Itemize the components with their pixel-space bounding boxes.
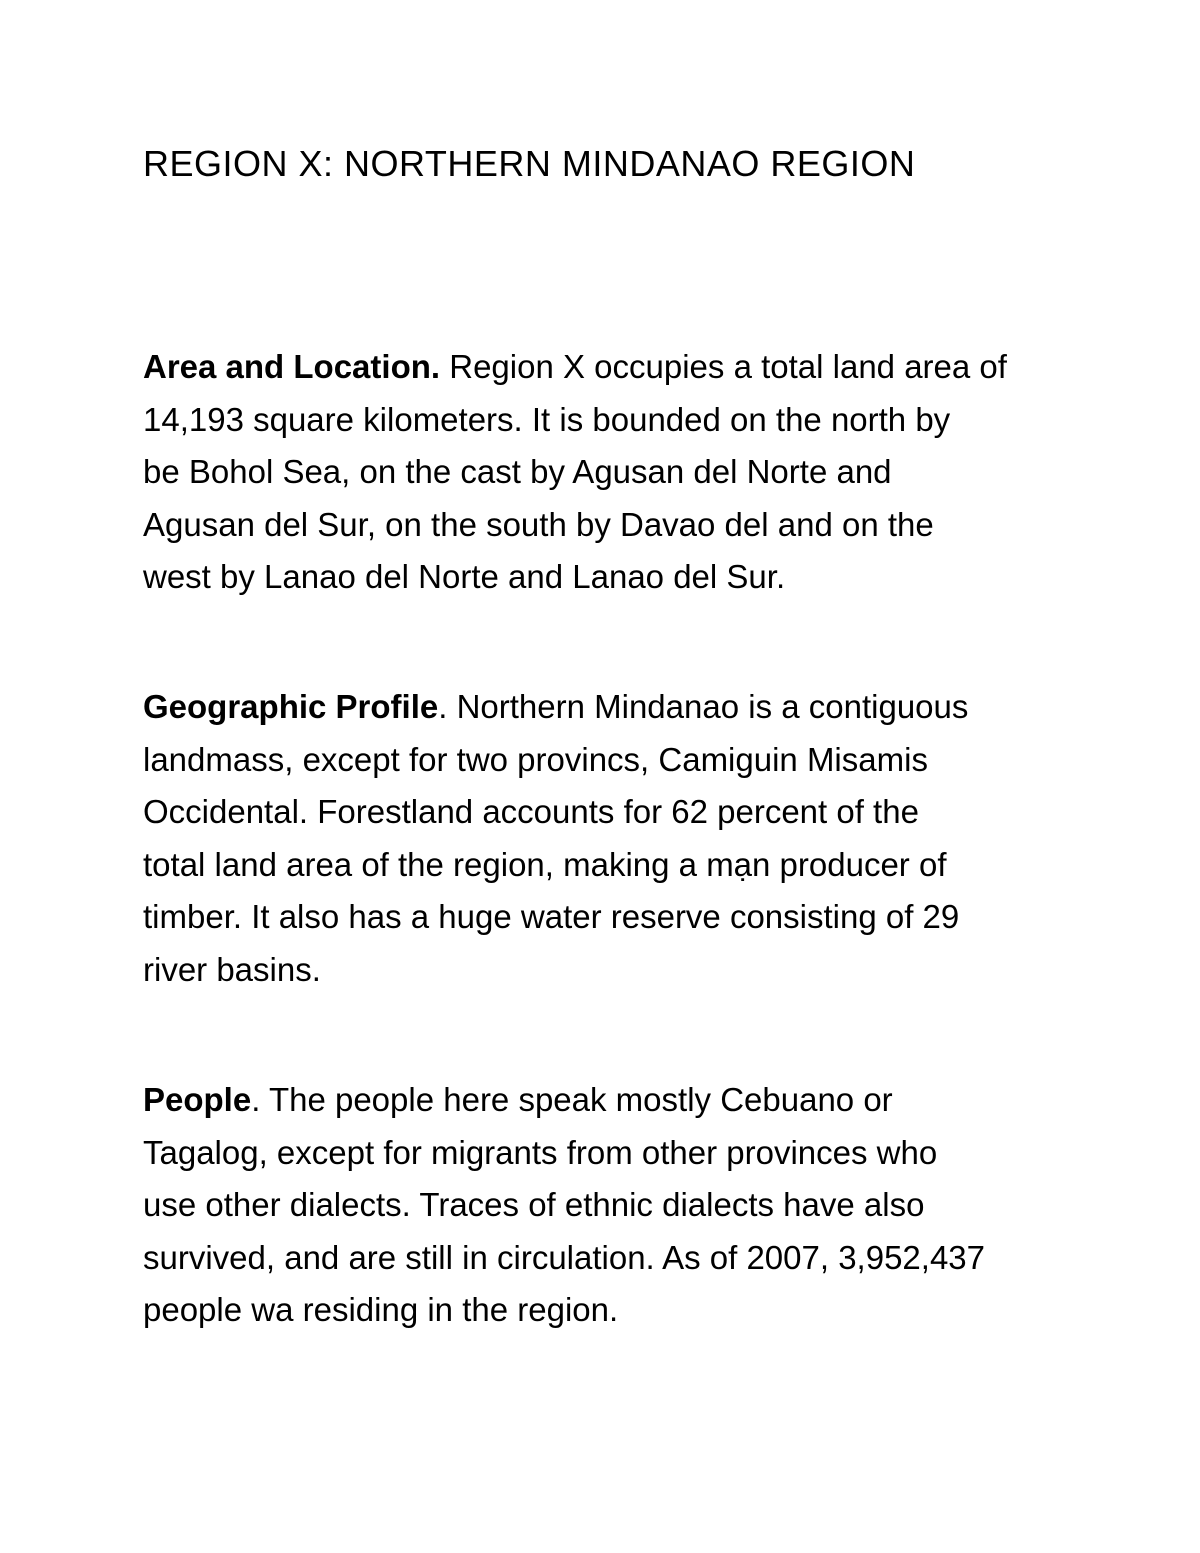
paragraph-line: landmass, except for two provincs, Camiguin Misamis (143, 740, 928, 778)
paragraph-line (143, 1074, 1083, 1127)
section-heading: People (143, 1081, 252, 1118)
paragraph-line: total land area of the region, making a mạn producer of (143, 845, 947, 883)
section-heading: Area and Location. (143, 348, 441, 385)
section-area-and-location (143, 341, 1083, 604)
section-geographic-profile (143, 681, 1083, 996)
paragraph-line (143, 341, 1083, 394)
paragraph-text: . Northern Mindanao is a contiguous (438, 688, 969, 725)
paragraph-line: Occidental. Forestland accounts for 62 percent of the (143, 793, 919, 830)
section-people (143, 1074, 1083, 1337)
paragraph-line: use other dialects. Traces of ethnic dialects have also (143, 1186, 925, 1223)
section-heading: Geographic Profile (143, 688, 439, 725)
paragraph-line: timber. It also has a huge water reserve consisting of 29 (143, 898, 960, 935)
paragraph-text: . The people here speak mostly Cebuano or (251, 1081, 893, 1118)
paragraph-line: river basins. (143, 950, 321, 988)
page-title: REGION X: NORTHERN MINDANAO REGION (143, 143, 916, 184)
paragraph-line: survived, and are still in circulation. As of 2007, 3,952,437 (143, 1238, 985, 1276)
paragraph-line: 14,193 square kilometers. It is bounded on the north by (143, 400, 951, 438)
paragraph-line: west by Lanao del Norte and Lanao del Sur. (143, 558, 786, 595)
paragraph-line: people wa residing in the region. (143, 1291, 619, 1328)
paragraph-line (143, 681, 1083, 734)
paragraph-line: Agusan del Sur, on the south by Davao del and on the (143, 505, 934, 543)
paragraph-line: Tagalog, except for migrants from other provinces who (143, 1133, 938, 1171)
paragraph-text: Region X occupies a total land area of (440, 348, 1007, 385)
paragraph-line: be Bohol Sea, on the cast by Agusan del Norte and (143, 453, 892, 490)
